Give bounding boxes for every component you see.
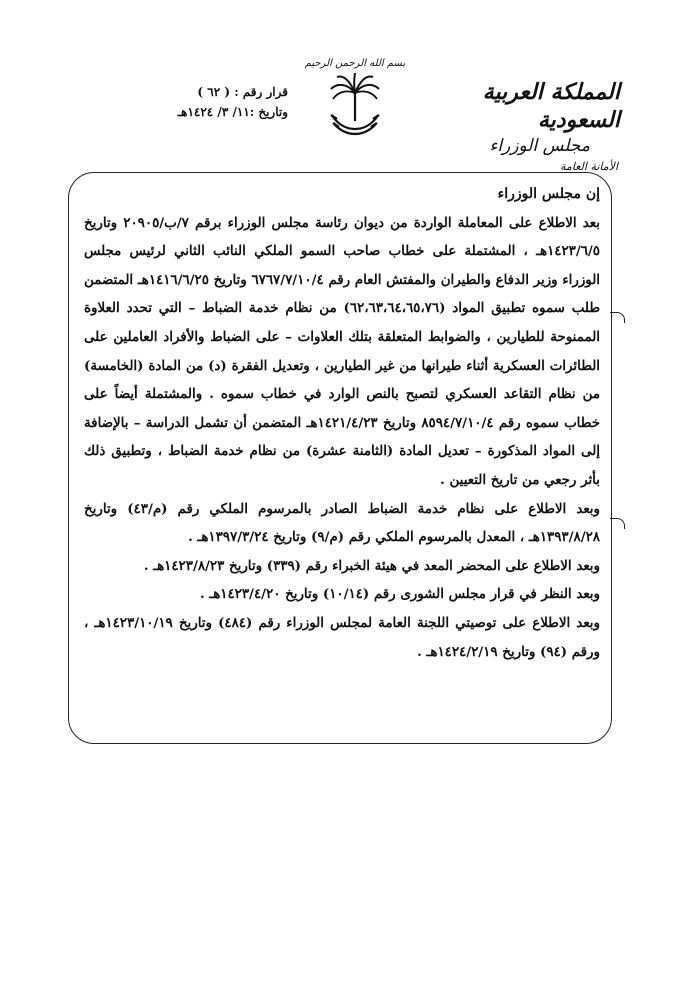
secretariat-name: الأمانة العامة [560,160,618,173]
paragraph: وبعد الاطلاع على نظام خدمة الضباط الصادر بالمرسوم الملكي رقم (م/٤٣) وتاريخ ١٣٩٣/٨/٢٨هـ ، المعدل بالمرسوم الملكي رقم (م/٩) وتاريخ ١٣٩٧/٣/٢٤هـ . [84,500,601,546]
kingdom-name: المملكة العربية السعودية [482,79,620,133]
decision-reference [118,82,288,122]
paragraph: بعد الاطلاع على المعاملة الواردة من ديوان رئاسة مجلس الوزراء برقم ٧/ب/٢٠٩٠٥ وتاريخ ١٤٢٣/٦/٥هـ ، المشتملة على خطاب صاحب السمو الملكي النائب الثاني لرئيس مجلس الوزراء وزير الدفاع والطيران والمفتش العام رقم ٦٧٦٧/٧/١٠/٤ وتاريخ ١٤١٦/٦/٢٥هـ المتضمن طلب سموه تطبيق المواد (٦٢،٦٣،٦٤،٦٥،٧٦) من نظام خدمة الضباط – التي تحدد العلاوة الممنوحة للطيارين ، والضوابط المتعلقة بتلك العلاوات – على الضباط والأفراد العاملين على الطائرات العسكرية أثناء طيرانها من غير الطيارين ، وتعديل الفقرة (د) من المادة (الخامسة) من نظام التقاعد العسكري لتصبح بالنص الوارد في خطاب سموه . والمشتملة أيضاً على خطاب سموه رقم ٨٥٩٤/٧/١٠/٤ وتاريخ ١٤٢١/٤/٢٣هـ المتضمن أن تشمل الدراسة – بالإضافة إلى المواد المذكورة – تعديل المادة (الثامنة عشرة) من نظام خدمة الضباط ، وتطبيق ذلك بأثر رجعي من تاريخ التعيين . [84,214,601,488]
paragraph: وبعد النظر في قرار مجلس الشورى رقم (١٠/١٤) وتاريخ ١٤٢٣/٤/٢٠هـ . [199,586,600,603]
decision-date: وتاريخ :١١/ ٣/ ١٤٢٤هـ [177,105,288,119]
margin-mark [610,312,625,323]
paragraph: وبعد الاطلاع على المحضر المعد في هيئة الخبراء رقم (٣٣٩) وتاريخ ١٤٢٣/٨/٢٣هـ . [143,557,600,574]
letterhead [0,50,700,173]
margin-mark [610,518,625,529]
palm-and-swords-emblem-icon [323,71,387,139]
paragraph: وبعد الاطلاع على توصيتي اللجنة العامة لمجلس الوزراء رقم (٤٨٤) وتاريخ ١٤٢٣/١٠/١٩هـ ، ورقم (٩٤) وتاريخ ١٤٢٤/٢/١٩هـ . [84,614,600,660]
decision-body [84,180,600,666]
decision-opening: إن مجلس الوزراء [497,186,600,202]
basmala: بسم الله الرحمن الرحيم [304,58,406,69]
council-name: مجلس الوزراء [489,136,590,156]
emblem-block [300,58,410,139]
government-title [430,78,620,176]
decision-number: قرار رقم : ( ٦٢ ) [197,85,288,99]
